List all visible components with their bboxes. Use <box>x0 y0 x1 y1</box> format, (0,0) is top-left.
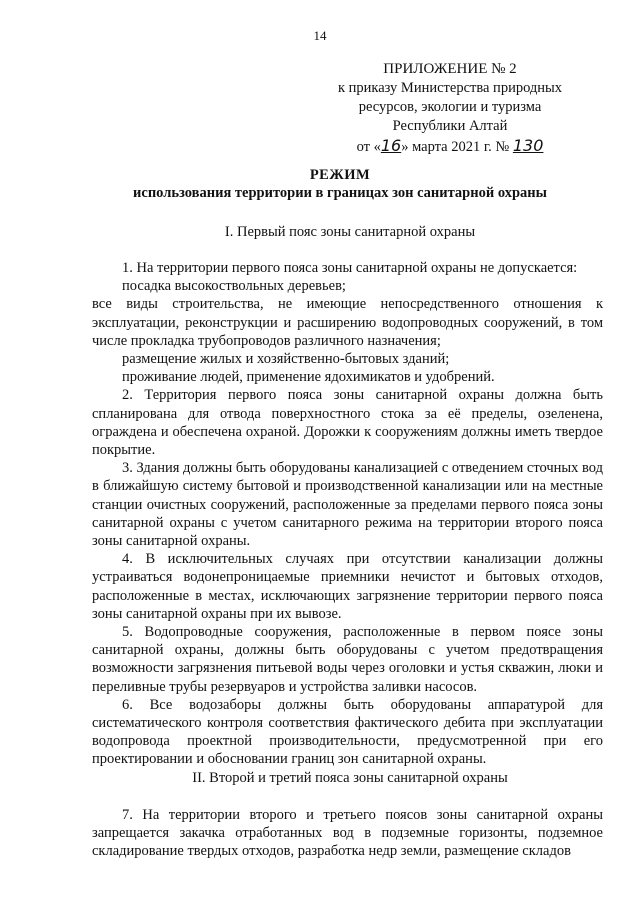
paragraph: размещение жилых и хозяйственно-бытовых зданий; <box>122 351 450 368</box>
paragraph: 5. Водопроводные сооружения, расположенные в первом поясе зоны санитарной охраны, должны быть оборудованы с учетом предотвращения возможности загрязнения питьевой воды через оголовки и устья скважин, люки и переливные трубы резервуаров и устройства заливки насосов. <box>92 624 603 695</box>
document-subtitle: использования территории в границах зон санитарной охраны <box>133 185 547 201</box>
document-title: РЕЖИМ <box>309 167 371 183</box>
appendix-date-line <box>300 136 600 157</box>
paragraph: 7. На территории второго и третьего поясов зоны санитарной охраны запрещается закачка отработанных вод в подземные горизонты, подземное складирование твердых отходов, разработка недр земли, размещение складов <box>92 807 603 860</box>
date-middle: » марта 2021 г. № <box>401 139 510 155</box>
paragraph: 6. Все водозаборы должны быть оборудованы аппаратурой для систематического контроля соответствия фактического дебита при эксплуатации водопровода проектной производительности, предусмотренной при его проектировании и обосновании границ зон санитарной охраны. <box>92 696 603 768</box>
date-prefix: от « <box>356 139 381 155</box>
section-heading-1: I. Первый пояс зоны санитарной охраны <box>224 224 476 240</box>
appendix-line: к приказу Министерства природных <box>337 80 563 96</box>
handwritten-order-number: 130 <box>512 136 544 155</box>
paragraph: 1. На территории первого пояса зоны санитарной охраны не допускается: <box>122 260 578 276</box>
appendix-block <box>300 60 600 157</box>
appendix-line: ресурсов, экологии и туризма <box>358 99 542 115</box>
paragraph: посадка высокоствольных деревьев; <box>122 278 346 295</box>
paragraph: все виды строительства, не имеющие непосредственного отношения к эксплуатации, реконструкции и расширению водопроводных сооружений, в том числе прокладка трубопроводов различного назначения; <box>92 296 603 349</box>
section-2-body <box>92 806 603 861</box>
handwritten-day: 16 <box>380 136 402 155</box>
page-number: 14 <box>313 28 327 43</box>
paragraph: 4. В исключительных случаях при отсутствии канализации должны устраиваться водонепроницаемые приемники нечистот и бытовых отходов, расположенные в местах, исключающих загрязнение территории первого пояса зоны санитарной охраны при их вывозе. <box>92 551 603 622</box>
paragraph: 3. Здания должны быть оборудованы канализацией с отведением сточных вод в ближайшую систему бытовой и производственной канализации или на местные станции очистных сооружений, расположенные за пределами первого пояса зоны санитарной охраны с учетом санитарного режима на территории второго пояса зоны санитарной охраны. <box>92 460 603 550</box>
appendix-title: ПРИЛОЖЕНИЕ № 2 <box>383 61 517 77</box>
section-heading-2: II. Второй и третий пояса зоны санитарной охраны <box>192 770 508 786</box>
appendix-line: Республики Алтай <box>392 118 508 134</box>
paragraph: 2. Территория первого пояса зоны санитарной охраны должна быть спланирована для отвода поверхностного стока за её пределы, озеленена, ограждена и обеспечена охраной. Дорожки к сооружениям должны иметь твердое покрытие. <box>92 387 603 459</box>
section-1-body <box>92 259 603 769</box>
paragraph: проживание людей, применение ядохимикатов и удобрений. <box>122 369 495 386</box>
